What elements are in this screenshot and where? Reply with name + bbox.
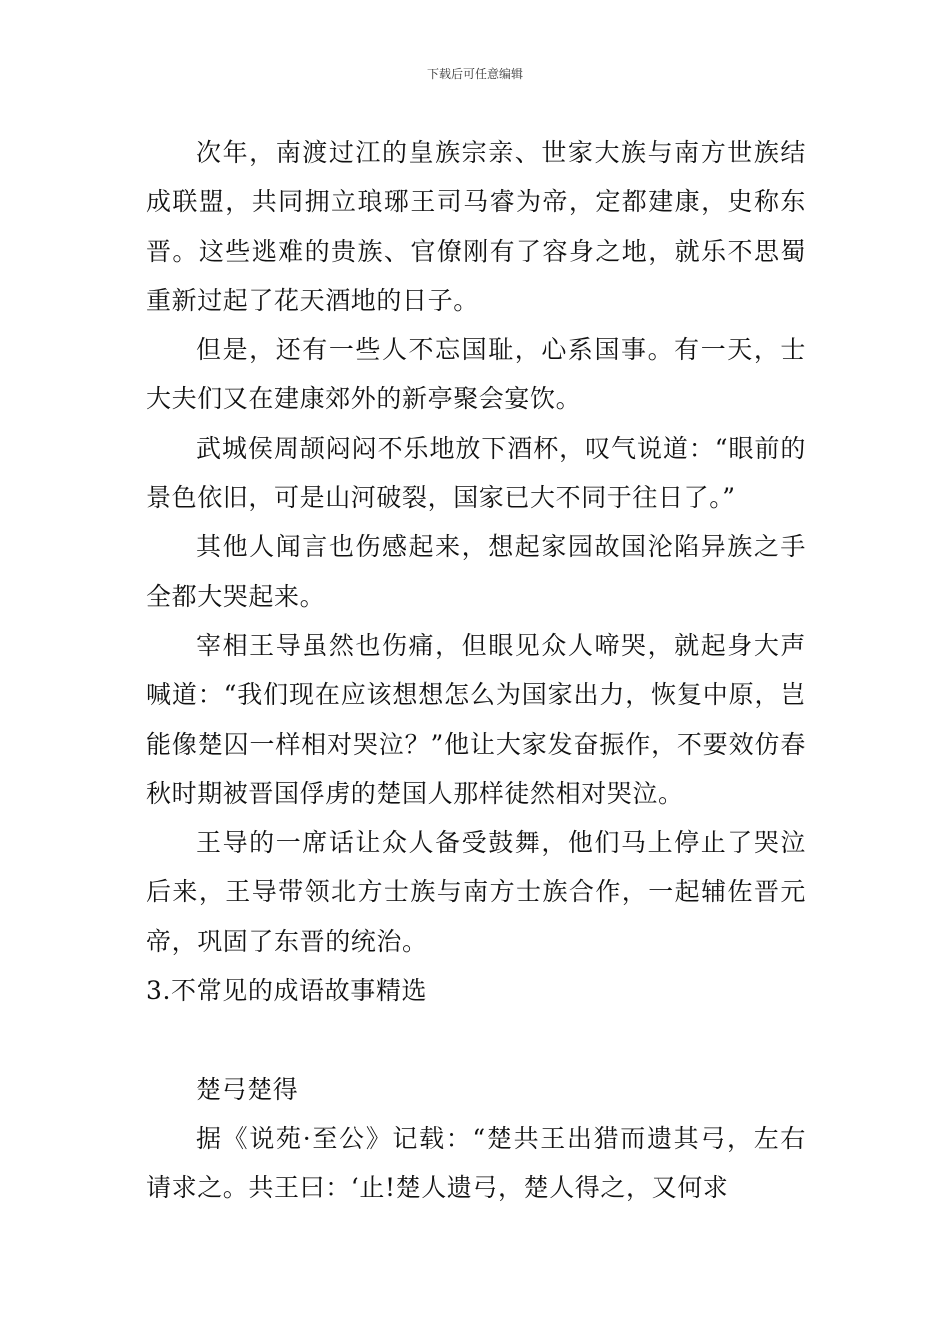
blank-line xyxy=(146,1015,806,1064)
page-header: 下载后可任意编辑 xyxy=(426,67,523,81)
section-heading: 3.不常见的成语故事精选 xyxy=(146,976,428,1006)
paragraph: 次年，南渡过江的皇族宗亲、世家大族与南方世族结成联盟，共同拥立琅琊王司马睿为帝，定都建康，史称东晋。这些逃难的贵族、官僚刚有了容身之地，就乐不思蜀重新过起了花天酒地的日子。 xyxy=(146,138,806,315)
paragraph: 王导的一席话让众人备受鼓舞，他们马上停止了哭泣后来，王导带领北方士族与南方士族合作，一起辅佐晋元帝，巩固了东晋的统治。 xyxy=(146,828,806,956)
story-paragraph: 据《说苑·至公》记载：“楚共王出猎而遗其弓，左右请求之。共王曰：‘止!楚人遗弓，楚人得之，又何求 xyxy=(146,1123,806,1203)
story-title: 楚弓楚得 xyxy=(196,1074,299,1104)
document-body xyxy=(146,128,806,1213)
paragraph: 宰相王导虽然也伤痛，但眼见众人啼哭，就起身大声喊道：“我们现在应该想想怎么为国家出力，恢复中原，岂能像楚囚一样相对哭泣？”他让大家发奋振作，不要效仿春秋时期被晋国俘虏的楚国人那样徒然相对哭泣。 xyxy=(146,630,806,808)
paragraph: 但是，还有一些人不忘国耻，心系国事。有一天，士大夫们又在建康郊外的新亭聚会宴饮。 xyxy=(146,335,806,414)
paragraph: 其他人闻言也伤感起来，想起家园故国沦陷异族之手全都大哭起来。 xyxy=(146,532,806,611)
paragraph: 武城侯周颉闷闷不乐地放下酒杯，叹气说道：“眼前的景色依旧，可是山河破裂，国家已大不同于往日了。” xyxy=(146,433,806,513)
